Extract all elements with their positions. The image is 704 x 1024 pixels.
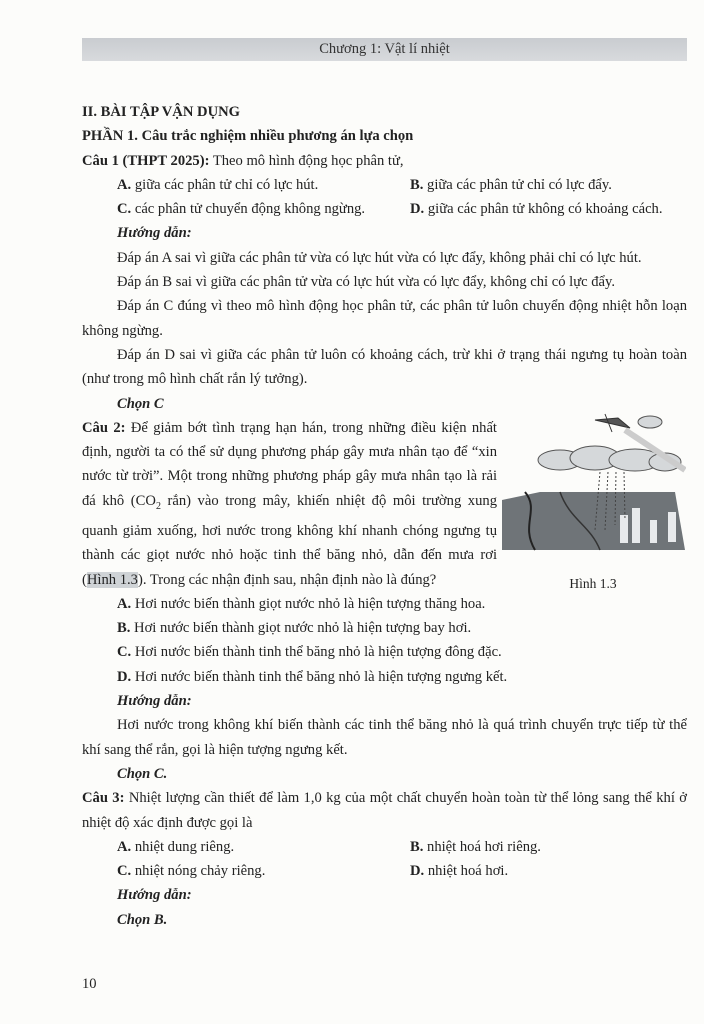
q2-option-c: C. Hơi nước biến thành tinh thể băng nhỏ là hiện tượng đông đặc.	[117, 644, 502, 661]
figure-reference[interactable]: Hình 1.3	[86, 571, 138, 588]
q1-option-c: C. các phân tử chuyển động không ngừng.	[117, 201, 366, 218]
q2-option-b: B. Hơi nước biến thành giọt nước nhỏ là hiện tượng bay hơi.	[117, 620, 472, 637]
q1-stem	[82, 149, 687, 173]
section-title: II. BÀI TẬP VẬN DỤNG	[82, 104, 240, 120]
q3-label: Câu 3:	[82, 790, 125, 807]
q1-answer: Chọn C	[117, 395, 164, 412]
q1-options-ab	[82, 173, 687, 197]
q1-explain: Đáp án D sai vì giữa các phân tử luôn có khoảng cách, trừ khi ở trạng thái ngưng tụ hoàn toàn (như trong mô hình chất rắn lý tưởng).	[82, 346, 687, 388]
q2-answer: Chọn C.	[117, 765, 168, 782]
q2-option-d: D. Hơi nước biến thành tinh thể băng nhỏ là hiện tượng ngưng kết.	[117, 668, 508, 685]
q1-explain: Đáp án C đúng vì theo mô hình động học phân tử, các phân tử luôn chuyển động nhiệt hỗn loạn không ngừng.	[82, 298, 687, 339]
page-number: 10	[82, 976, 97, 992]
q3-option-b: B. nhiệt hoá hơi riêng.	[410, 838, 541, 855]
q1-label: Câu 1 (THPT 2025):	[82, 152, 210, 169]
q1-option-b: B. giữa các phân tử chỉ có lực đẩy.	[410, 176, 612, 193]
q2-option-a: A. Hơi nước biến thành giọt nước nhỏ là hiện tượng thăng hoa.	[117, 595, 486, 612]
q3-options-ab	[82, 835, 687, 859]
chapter-header: Chương 1: Vật lí nhiệt	[82, 38, 687, 61]
q3-answer: Chọn B.	[117, 911, 168, 928]
q1-option-a: A. giữa các phân tử chỉ có lực hút.	[117, 176, 319, 193]
q1-explain: Đáp án B sai vì giữa các phân tử vừa có lực hút vừa có lực đẩy, không chỉ có lực đẩy.	[117, 274, 616, 291]
q2-guide: Hướng dẫn:	[117, 693, 192, 710]
part-title: PHẦN 1. Câu trắc nghiệm nhiều phương án lựa chọn	[82, 128, 414, 145]
cloud-seeding-figure	[500, 410, 686, 560]
q2-label: Câu 2:	[82, 419, 126, 436]
q1-guide: Hướng dẫn:	[117, 225, 192, 242]
q3-guide: Hướng dẫn:	[117, 887, 192, 904]
q1-text: Theo mô hình động học phân tử,	[209, 152, 404, 169]
q1-options-cd	[82, 197, 687, 221]
q2-explain: Hơi nước trong không khí biến thành các tinh thể băng nhỏ là quá trình chuyển trực tiếp từ thể khí sang thể rắn, gọi là hiện tượng ngưng kết.	[82, 717, 687, 758]
airplane-icon	[595, 414, 630, 432]
q3-stem: Câu 3: Nhiệt lượng cần thiết để làm 1,0 kg của một chất chuyển hoàn toàn từ thể lỏng sang thể khí ở nhiệt độ xác định được gọi là	[82, 790, 687, 831]
q3-option-a: A. nhiệt dung riêng.	[117, 838, 235, 855]
q2-stem: Câu 2: Để giảm bớt tình trạng hạn hán, trong những điều kiện nhất định, người ta có thể sử dụng phương pháp gây mưa nhân tạo để “xin nước từ trời”. Một trong những phương pháp gây mưa nhân tạo là rải đá khô ($CO_2$ rắn) vào trong mây, khiến nhiệt độ môi trường xung quanh giảm xuống, hơi nước trong không khí nhanh chóng ngưng tụ thành các giọt nước nhỏ hoặc tinh thể băng nhỏ, dẫn đến mưa rơi (Hình 1.3). Trong các nhận định sau, nhận định nào là đúng?	[82, 419, 497, 588]
q3-option-c: C. nhiệt nóng chảy riêng.	[117, 863, 266, 880]
q3-options-cd	[82, 859, 687, 883]
q1-explain: Đáp án A sai vì giữa các phân tử vừa có lực hút vừa có lực đẩy, không phải chỉ có lực hút.	[117, 249, 642, 266]
q1-option-d: D. giữa các phân tử không có khoảng cách.	[410, 201, 663, 218]
figure-caption: Hình 1.3	[569, 576, 617, 591]
q3-option-d: D. nhiệt hoá hơi.	[410, 863, 509, 880]
